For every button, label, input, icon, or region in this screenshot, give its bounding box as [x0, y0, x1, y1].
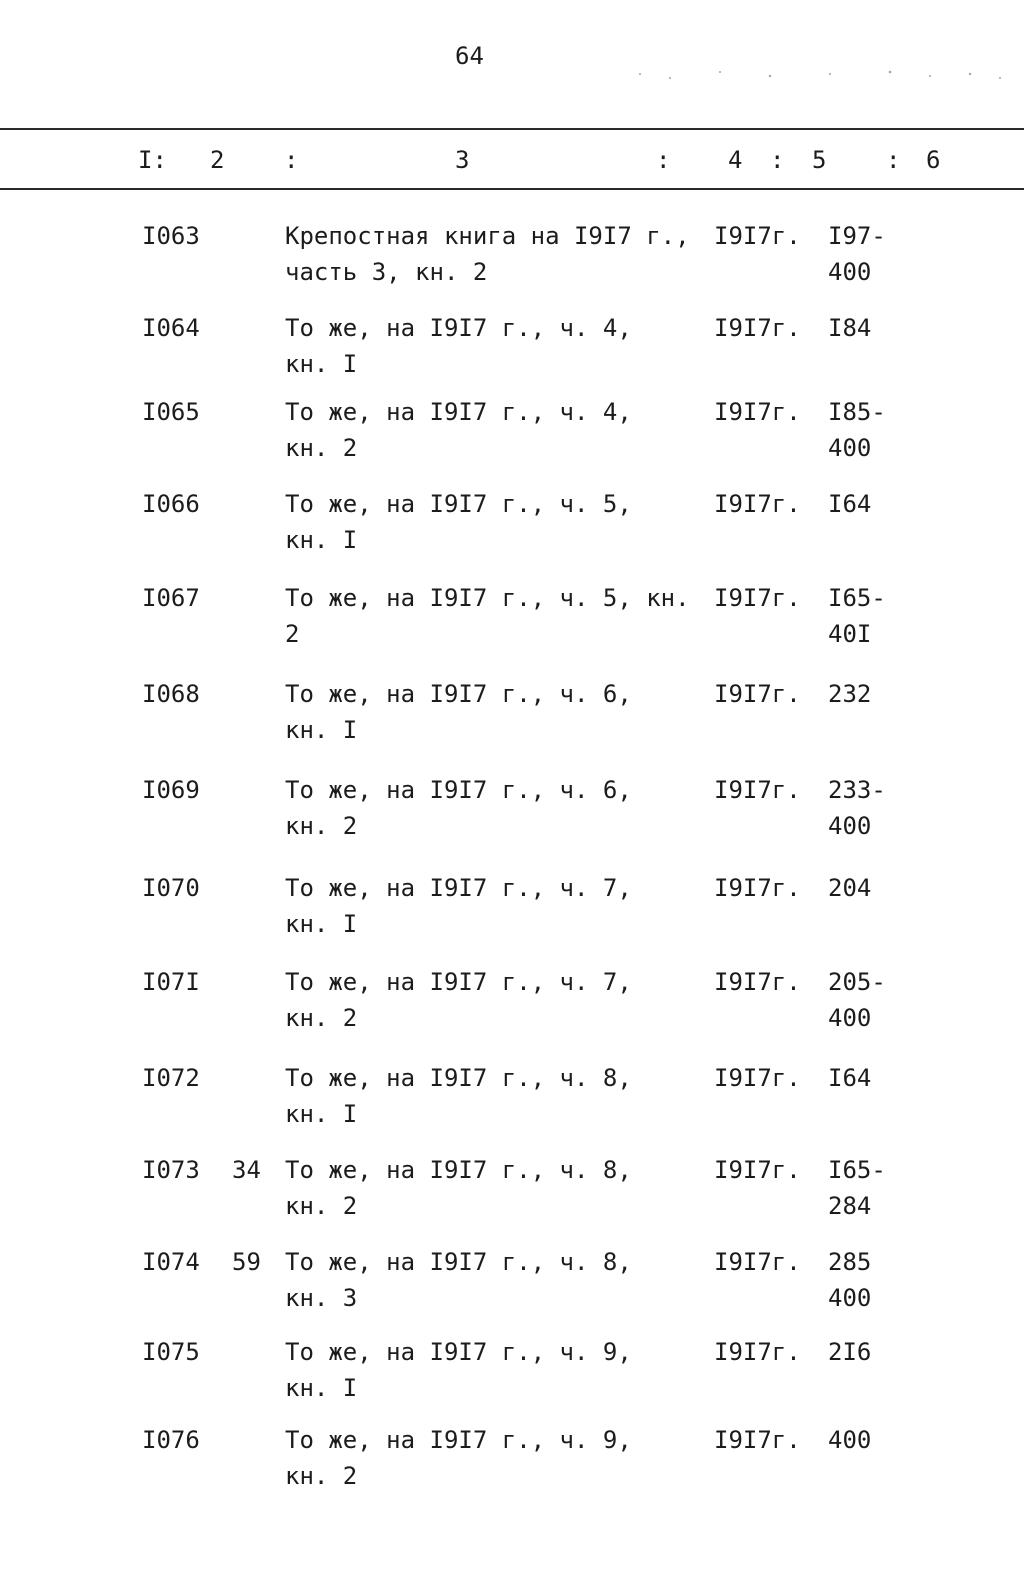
item-pages-line-2: 400 [828, 258, 872, 286]
item-title [285, 964, 700, 1036]
item-number: I07I [142, 968, 200, 996]
item-date: I9I7г. [714, 1064, 801, 1092]
item-title-line-2: 2 [285, 620, 300, 648]
item-pages-line-1: I65- [828, 1156, 886, 1184]
item-title-line-2: кн. 2 [285, 1004, 358, 1032]
item-title-line-2: кн. 2 [285, 812, 358, 840]
column-separator: : [284, 146, 299, 174]
item-title [285, 772, 700, 844]
column-header-2: 2 [210, 146, 225, 174]
item-pages [828, 676, 871, 712]
item-pages-line-2: 400 [828, 812, 872, 840]
item-date: I9I7г. [714, 1248, 801, 1276]
item-pages-line-2: 400 [828, 1284, 872, 1312]
item-title-line-2: кн. I [285, 716, 358, 744]
item-date: I9I7г. [714, 1426, 801, 1454]
item-number: I075 [142, 1338, 200, 1366]
item-title [285, 1244, 700, 1316]
margin-mark: 59 [232, 1248, 261, 1276]
item-pages-line-1: I65- [828, 584, 886, 612]
item-title [285, 676, 700, 748]
item-pages-line-1: 285 [828, 1248, 872, 1276]
item-number: I069 [142, 776, 200, 804]
item-pages [828, 870, 871, 906]
scan-noise [630, 62, 1020, 92]
item-title [285, 1152, 700, 1224]
item-title [285, 1422, 700, 1494]
column-header-row [0, 146, 1024, 182]
item-title-line-1: То же, на I9I7 г., ч. 9, [285, 1338, 632, 1366]
item-date: I9I7г. [714, 314, 801, 342]
item-number: I076 [142, 1426, 200, 1454]
item-title-line-1: Крепостная книга на I9I7 г., [285, 222, 690, 250]
item-pages-line-2: 400 [828, 1004, 872, 1032]
item-date: I9I7г. [714, 680, 801, 708]
header-top-rule [0, 128, 1024, 130]
item-title-line-1: То же, на I9I7 г., ч. 5, [285, 490, 632, 518]
margin-mark: 34 [232, 1156, 261, 1184]
item-number: I072 [142, 1064, 200, 1092]
item-date: I9I7г. [714, 584, 801, 612]
item-title-line-1: То же, на I9I7 г., ч. 9, [285, 1426, 632, 1454]
item-date: I9I7г. [714, 968, 801, 996]
item-pages-line-2: 400 [828, 434, 872, 462]
item-title-line-1: То же, на I9I7 г., ч. 6, [285, 776, 632, 804]
item-number: I074 [142, 1248, 200, 1276]
item-pages [828, 964, 886, 1036]
item-date: I9I7г. [714, 1156, 801, 1184]
item-pages-line-1: I97- [828, 222, 886, 250]
item-pages-line-1: 2I6 [828, 1338, 872, 1366]
item-title-line-2: кн. I [285, 350, 358, 378]
column-separator: : [656, 146, 671, 174]
item-pages [828, 1422, 871, 1458]
item-pages-line-1: 205- [828, 968, 886, 996]
item-number: I073 [142, 1156, 200, 1184]
item-pages-line-1: I64 [828, 1064, 872, 1092]
item-title [285, 1334, 700, 1406]
item-number: I065 [142, 398, 200, 426]
item-pages [828, 394, 886, 466]
item-title-line-1: То же, на I9I7 г., ч. 4, [285, 398, 632, 426]
item-pages-line-1: I84 [828, 314, 872, 342]
item-pages-line-2: 284 [828, 1192, 872, 1220]
item-title-line-2: кн. 2 [285, 1192, 358, 1220]
item-title [285, 218, 700, 290]
header-bottom-rule [0, 188, 1024, 190]
item-pages-line-1: 232 [828, 680, 872, 708]
column-header-6: 6 [926, 146, 941, 174]
column-header-4: 4 [728, 146, 743, 174]
item-title-line-2: часть 3, кн. 2 [285, 258, 488, 286]
item-title-line-1: То же, на I9I7 г., ч. 4, [285, 314, 632, 342]
item-title-line-2: кн. I [285, 1100, 358, 1128]
item-number: I066 [142, 490, 200, 518]
item-number: I068 [142, 680, 200, 708]
item-pages [828, 772, 886, 844]
item-title-line-1: То же, на I9I7 г., ч. 7, [285, 874, 632, 902]
item-pages [828, 1244, 871, 1316]
item-title-line-2: кн. I [285, 526, 358, 554]
item-pages [828, 1152, 886, 1224]
item-pages-line-1: I85- [828, 398, 886, 426]
item-title [285, 1060, 700, 1132]
item-pages [828, 218, 886, 290]
item-pages [828, 1060, 871, 1096]
item-title-line-2: кн. I [285, 910, 358, 938]
item-pages-line-1: I64 [828, 490, 872, 518]
item-pages [828, 1334, 871, 1370]
item-number: I067 [142, 584, 200, 612]
item-title-line-2: кн. 2 [285, 434, 358, 462]
item-title-line-2: кн. 3 [285, 1284, 358, 1312]
item-title-line-1: То же, на I9I7 г., ч. 8, [285, 1248, 632, 1276]
item-title [285, 580, 700, 652]
item-date: I9I7г. [714, 874, 801, 902]
item-title-line-1: То же, на I9I7 г., ч. 7, [285, 968, 632, 996]
item-title [285, 486, 700, 558]
column-header-5: 5 [812, 146, 827, 174]
item-title-line-1: То же, на I9I7 г., ч. 8, [285, 1156, 632, 1184]
item-title [285, 394, 700, 466]
item-date: I9I7г. [714, 776, 801, 804]
item-pages [828, 310, 871, 346]
item-date: I9I7г. [714, 490, 801, 518]
item-pages [828, 486, 871, 522]
column-separator: : [886, 146, 901, 174]
item-pages-line-1: 400 [828, 1426, 872, 1454]
item-title-line-2: кн. I [285, 1374, 358, 1402]
column-header-3: 3 [455, 146, 470, 174]
item-title-line-1: То же, на I9I7 г., ч. 8, [285, 1064, 632, 1092]
item-title-line-1: То же, на I9I7 г., ч. 6, [285, 680, 632, 708]
item-number: I070 [142, 874, 200, 902]
page-number: 64 [455, 42, 484, 70]
column-separator: : [770, 146, 785, 174]
item-date: I9I7г. [714, 222, 801, 250]
item-date: I9I7г. [714, 398, 801, 426]
item-date: I9I7г. [714, 1338, 801, 1366]
item-number: I063 [142, 222, 200, 250]
item-pages-line-1: 204 [828, 874, 872, 902]
item-title-line-1: То же, на I9I7 г., ч. 5, кн. [285, 584, 690, 612]
item-title-line-2: кн. 2 [285, 1462, 358, 1490]
item-title [285, 310, 700, 382]
column-header-1: I: [138, 146, 167, 174]
item-pages-line-1: 233- [828, 776, 886, 804]
item-pages-line-2: 40I [828, 620, 872, 648]
item-title [285, 870, 700, 942]
item-number: I064 [142, 314, 200, 342]
item-pages [828, 580, 886, 652]
